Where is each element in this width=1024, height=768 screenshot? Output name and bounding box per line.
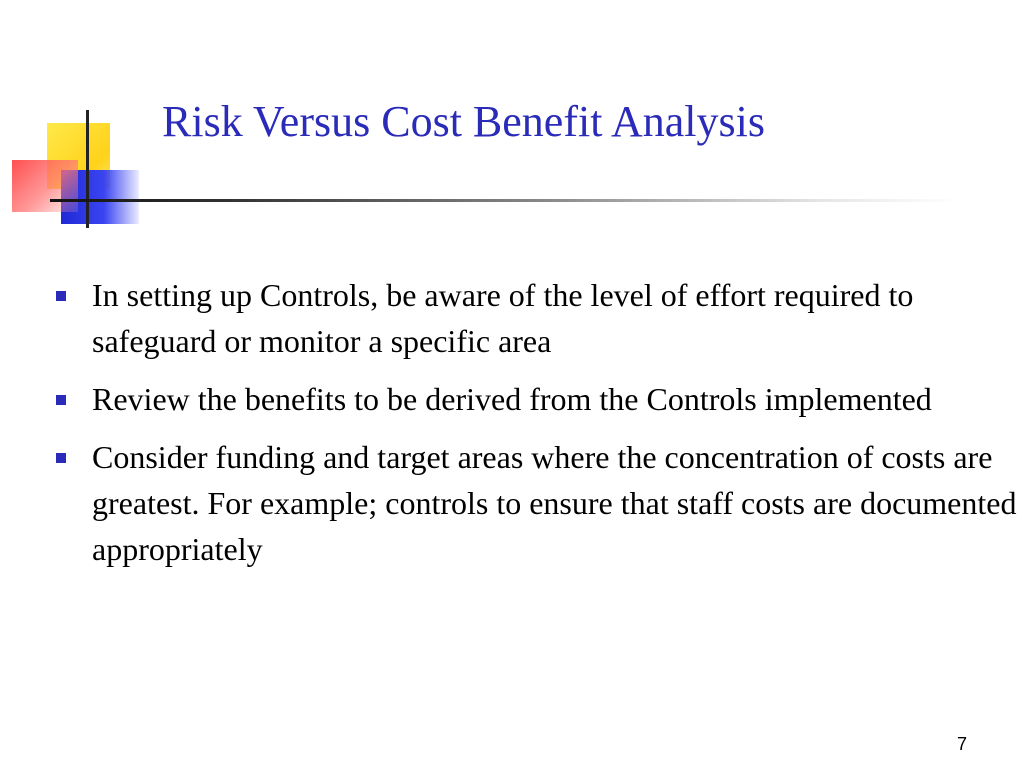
- title-underline: [50, 199, 960, 202]
- bullet-item: [52, 434, 1017, 572]
- bullet-text: Review the benefits to be derived from the Controls implemented: [92, 381, 932, 417]
- logo-vertical-line: [86, 110, 89, 228]
- square-bullet-icon: [56, 291, 66, 301]
- bullet-item: [52, 376, 1017, 422]
- slide-title: Risk Versus Cost Benefit Analysis: [162, 97, 766, 146]
- bullet-text: In setting up Controls, be aware of the level of effort required to safeguard or monitor a specific area: [92, 277, 914, 359]
- page-number: 7: [956, 734, 967, 754]
- bullet-item: [52, 272, 1017, 364]
- logo-red-square: [12, 160, 78, 212]
- slide-template-logo-icon: [0, 0, 180, 240]
- square-bullet-icon: [56, 453, 66, 463]
- bullet-text: Consider funding and target areas where the concentration of costs are greatest. For example; controls to ensure that staff costs are documented appropriately: [92, 439, 1017, 567]
- bullet-list: [52, 272, 1017, 584]
- square-bullet-icon: [56, 395, 66, 405]
